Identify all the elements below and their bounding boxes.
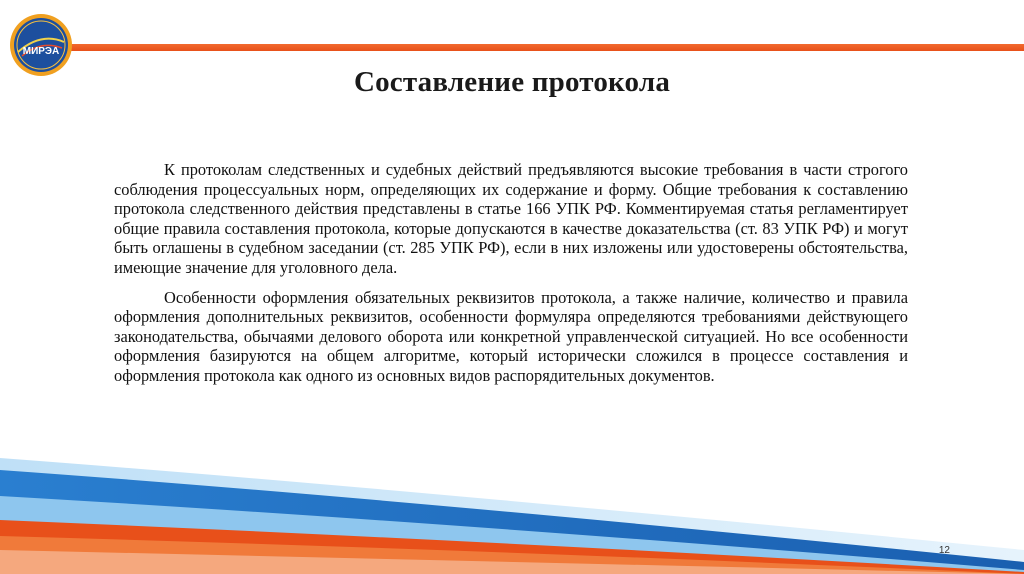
body-text — [114, 160, 908, 396]
page-title: Составление протокола — [353, 66, 671, 98]
paragraph-1: К протоколам следственных и судебных действий предъявляются высокие требования в части строгого соблюдения процессуальных норм, определяющих их содержание и форму. Общие требования к составлению протокола следственного действия представлены в статье 166 УПК РФ. Комментируемая статья регламентирует общие правила составления протокола, которые допускаются в качестве доказательства (ст. 83 УПК РФ) и могут быть оглашены в судебном заседании (ст. 285 УПК РФ), если в них изложены или удостоверены обстоятельства, имеющие значение для уголовного дела. — [114, 160, 908, 277]
logo-text: МИРЭА — [22, 46, 60, 57]
paragraph-2: Особенности оформления обязательных реквизитов протокола, а также наличие, количество и правила оформления дополнительных реквизитов, особенности формуляра определяются требованиями действующего законодательства, обычаями делового оборота или конкретной управленческой ситуацией. Но все особенности оформления базируются на общем алгоритме, который исторически сложился в процессе составления и оформления протокола как одного из основных видов распорядительных документов. — [114, 287, 908, 385]
bottom-wave-decoration — [0, 430, 1024, 574]
top-accent-bar — [60, 44, 1024, 51]
page-number: 12 — [938, 545, 950, 556]
